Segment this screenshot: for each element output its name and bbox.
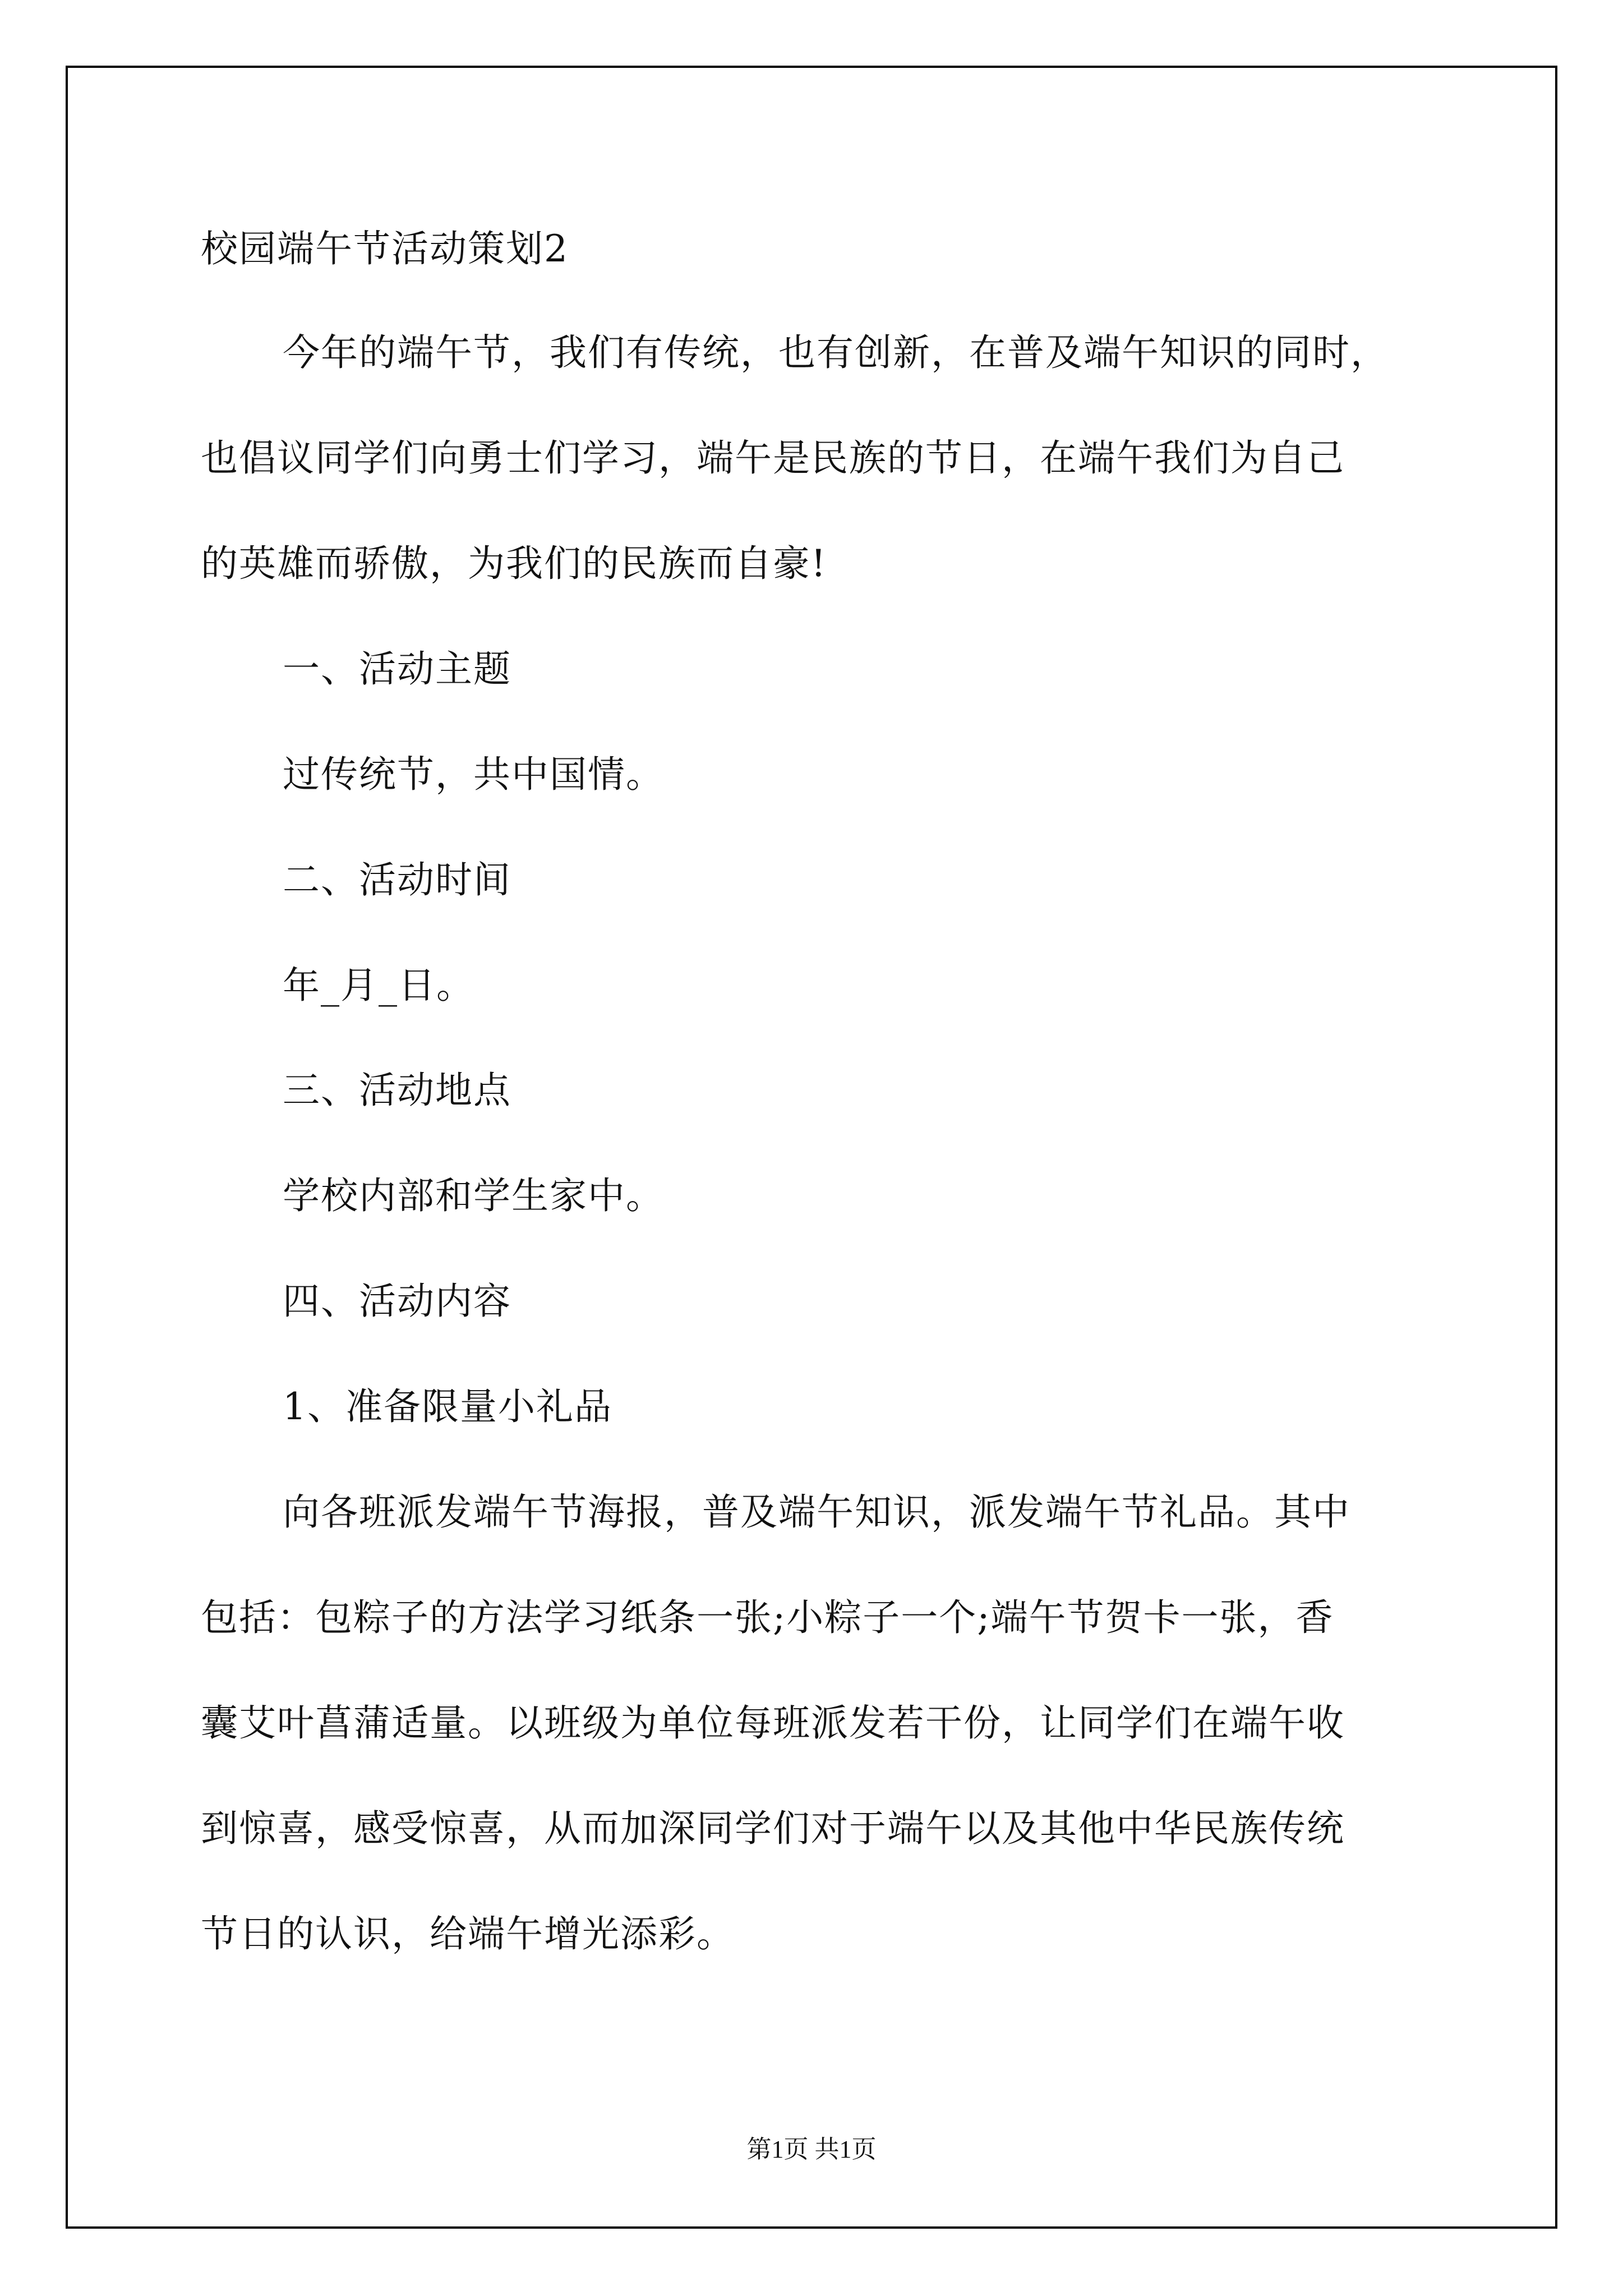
item-1-line-4: 到惊喜，感受惊喜，从而加深同学们对于端午以及其他中华民族传统 <box>201 1807 1345 1850</box>
section-3-heading: 三、活动地点 <box>283 1069 511 1112</box>
section-1-text: 过传统节，共中国情。 <box>283 753 664 796</box>
intro-line-1: 今年的端午节，我们有传统，也有创新，在普及端午知识的同时， <box>283 331 1389 374</box>
item-1-line-3: 囊艾叶菖蒲适量。以班级为单位每班派发若干份，让同学们在端午收 <box>201 1701 1345 1745</box>
section-4-heading: 四、活动内容 <box>283 1280 511 1323</box>
section-3-text: 学校内部和学生家中。 <box>283 1174 664 1217</box>
intro-line-2: 也倡议同学们向勇士们学习，端午是民族的节日，在端午我们为自己 <box>201 436 1345 480</box>
item-1-line-5: 节日的认识，给端午增光添彩。 <box>201 1912 735 1955</box>
section-2-text: 年_月_日。 <box>283 964 474 1007</box>
page-border <box>66 66 1557 2229</box>
item-1-heading: 1、准备限量小礼品 <box>283 1385 612 1428</box>
item-1-line-2: 包括：包粽子的方法学习纸条一张;小粽子一个;端午节贺卡一张，香 <box>201 1596 1334 1639</box>
section-2-heading: 二、活动时间 <box>283 858 511 901</box>
intro-line-3: 的英雄而骄傲，为我们的民族而自豪! <box>201 542 827 585</box>
page-footer: 第1页 共1页 <box>746 2136 877 2163</box>
document-title: 校园端午节活动策划2 <box>201 227 569 270</box>
section-1-heading: 一、活动主题 <box>283 647 511 691</box>
item-1-line-1: 向各班派发端午节海报，普及端午知识，派发端午节礼品。其中 <box>283 1490 1350 1534</box>
